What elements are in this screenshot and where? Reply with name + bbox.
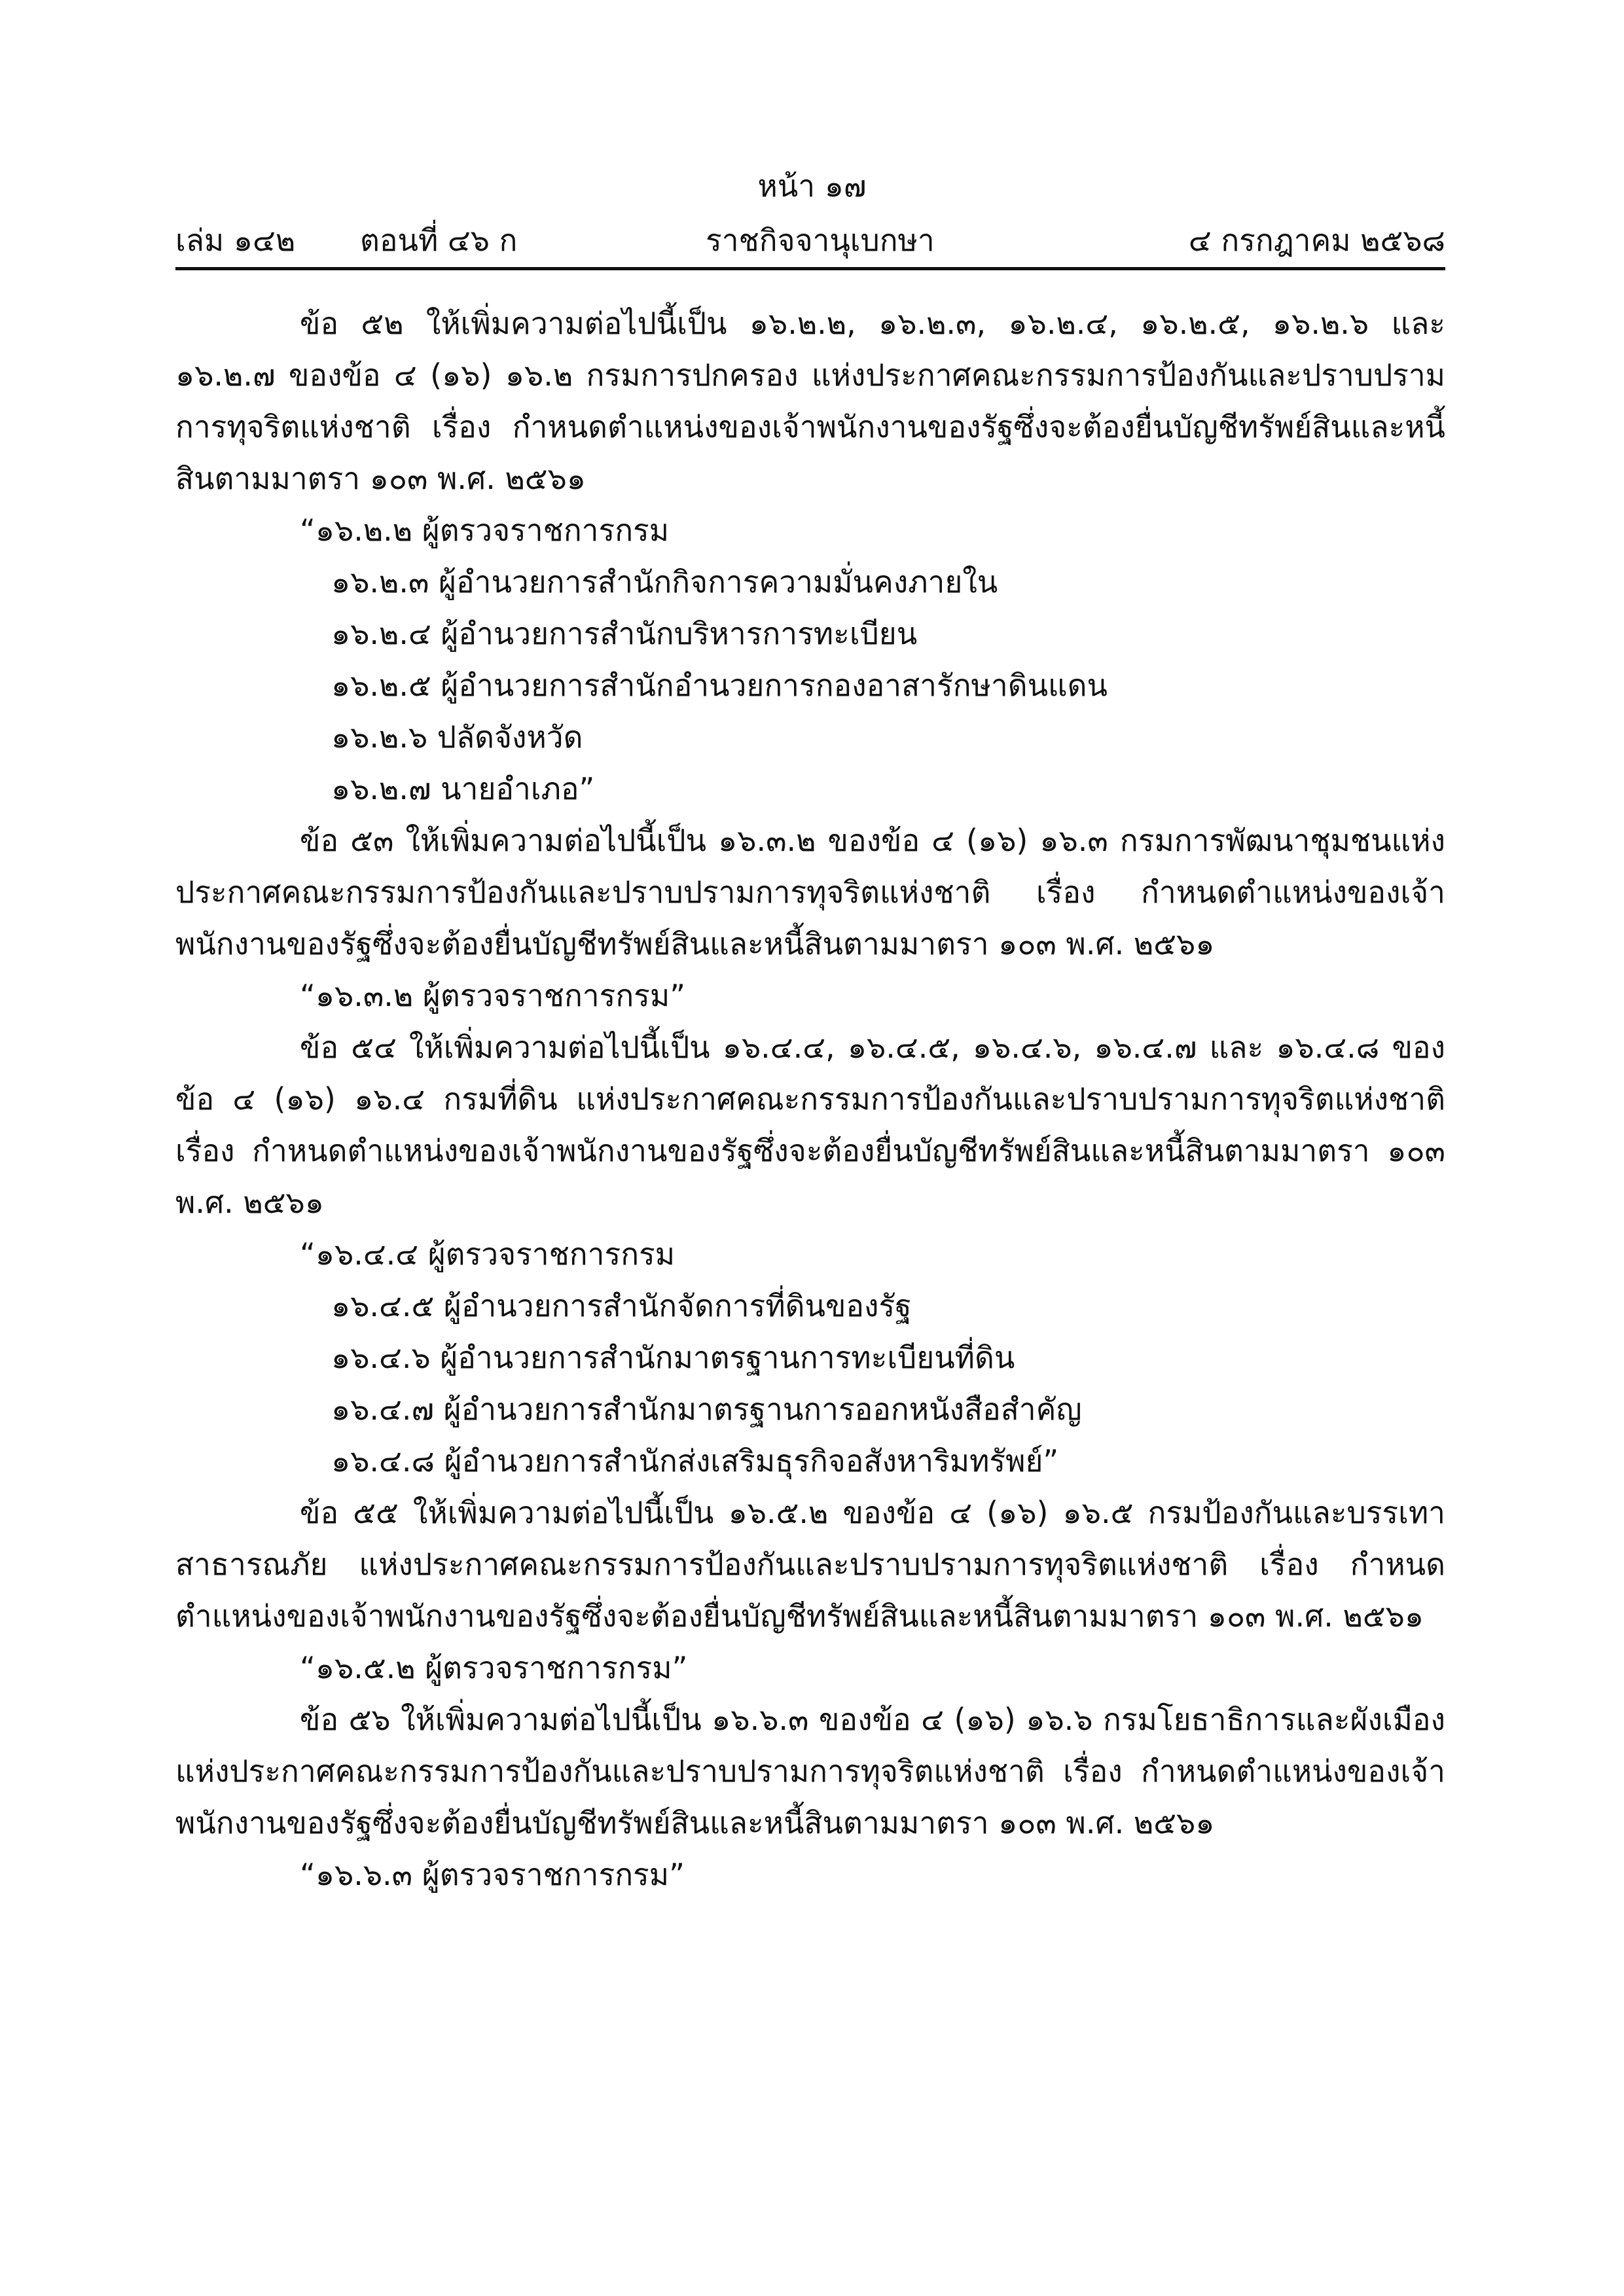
publication-date: ๔ กรกฎาคม ๒๕๖๘ <box>1188 223 1445 258</box>
list-item: ๑๖.๒.๓ ผู้อำนวยการสำนักกิจการความมั่นคงภายใน <box>331 564 998 600</box>
section-52-paragraph: ข้อ ๕๒ ให้เพิ่มความต่อไปนี้เป็น ๑๖.๒.๒, ๑๖.๒.๓, ๑๖.๒.๔, ๑๖.๒.๕, ๑๖.๒.๖ และ ๑๖.๒.๗ ของข้อ ๔ (๑๖) ๑๖.๒ กรมการปกครอง แห่งประกาศคณะกรรมการป้องกันและปราบปรามการทุจริตแห่งชาติ เรื่อง กำหนดตำแหน่งของเจ้าพนักงานของรัฐซึ่งจะต้องยื่นบัญชีทรัพย์สินและหนี้สินตามมาตรา ๑๐๓ พ.ศ. ๒๕๖๑ <box>175 306 1445 496</box>
page-number: หน้า ๑๗ <box>757 168 867 204</box>
section-54-paragraph: ข้อ ๕๔ ให้เพิ่มความต่อไปนี้เป็น ๑๖.๔.๔, ๑๖.๔.๕, ๑๖.๔.๖, ๑๖.๔.๗ และ ๑๖.๔.๘ ของข้อ ๔ (๑๖) ๑๖.๔ กรมที่ดิน แห่งประกาศคณะกรรมการป้องกันและปราบปรามการทุจริตแห่งชาติ เรื่อง กำหนดตำแหน่งของเจ้าพนักงานของรัฐซึ่งจะต้องยื่นบัญชีทรัพย์สินและหนี้สินตามมาตรา ๑๐๓ พ.ศ. ๒๕๖๑ <box>175 1030 1445 1220</box>
list-item: ๑๖.๒.๗ นายอำเภอ” <box>331 771 595 806</box>
volume-label: เล่ม ๑๔๒ <box>175 223 296 258</box>
list-item: ๑๖.๒.๖ ปลัดจังหวัด <box>331 719 583 755</box>
list-item: ๑๖.๒.๕ ผู้อำนวยการสำนักอำนวยการกองอาสารักษาดินแดน <box>331 668 1108 703</box>
list-item: “๑๖.๔.๔ ผู้ตรวจราชการกรม <box>300 1236 676 1272</box>
list-item: ๑๖.๔.๘ ผู้อำนวยการสำนักส่งเสริมธุรกิจอสังหาริมทรัพย์” <box>331 1443 1059 1479</box>
header-divider <box>175 267 1445 270</box>
section-55-paragraph: ข้อ ๕๕ ให้เพิ่มความต่อไปนี้เป็น ๑๖.๕.๒ ของข้อ ๔ (๑๖) ๑๖.๕ กรมป้องกันและบรรเทาสาธารณภัย แห่งประกาศคณะกรรมการป้องกันและปราบปรามการทุจริตแห่งชาติ เรื่อง กำหนดตำแหน่งของเจ้าพนักงานของรัฐซึ่งจะต้องยื่นบัญชีทรัพย์สินและหนี้สินตามมาตรา ๑๐๓ พ.ศ. ๒๕๖๑ <box>175 1495 1445 1634</box>
gazette-header <box>175 217 1445 263</box>
list-item: ๑๖.๒.๔ ผู้อำนวยการสำนักบริหารการทะเบียน <box>331 616 918 651</box>
issue-label: ตอนที่ ๔๖ ก <box>360 223 518 258</box>
gazette-title: ราชกิจจานุเบกษา <box>706 223 935 258</box>
list-item: ๑๖.๔.๖ ผู้อำนวยการสำนักมาตรฐานการทะเบียนที่ดิน <box>331 1340 1015 1375</box>
section-53-paragraph: ข้อ ๕๓ ให้เพิ่มความต่อไปนี้เป็น ๑๖.๓.๒ ของข้อ ๔ (๑๖) ๑๖.๓ กรมการพัฒนาชุมชนแห่งประกาศคณะกรรมการป้องกันและปราบปรามการทุจริตแห่งชาติ เรื่อง กำหนดตำแหน่งของเจ้าพนักงานของรัฐซึ่งจะต้องยื่นบัญชีทรัพย์สินและหนี้สินตามมาตรา ๑๐๓ พ.ศ. ๒๕๖๑ <box>175 823 1445 961</box>
document-body <box>175 298 1445 1901</box>
list-item: “๑๖.๓.๒ ผู้ตรวจราชการกรม” <box>300 978 686 1013</box>
section-56-paragraph: ข้อ ๕๖ ให้เพิ่มความต่อไปนี้เป็น ๑๖.๖.๓ ของข้อ ๔ (๑๖) ๑๖.๖ กรมโยธาธิการและผังเมืองแห่งประกาศคณะกรรมการป้องกันและปราบปรามการทุจริตแห่งชาติ เรื่อง กำหนดตำแหน่งของเจ้าพนักงานของรัฐซึ่งจะต้องยื่นบัญชีทรัพย์สินและหนี้สินตามมาตรา ๑๐๓ พ.ศ. ๒๕๖๑ <box>175 1702 1445 1840</box>
list-item: “๑๖.๕.๒ ผู้ตรวจราชการกรม” <box>300 1650 688 1685</box>
list-item: ๑๖.๔.๗ ผู้อำนวยการสำนักมาตรฐานการออกหนังสือสำคัญ <box>331 1391 1082 1427</box>
list-item: “๑๖.๖.๓ ผู้ตรวจราชการกรม” <box>300 1857 685 1892</box>
list-item: ๑๖.๔.๕ ผู้อำนวยการสำนักจัดการที่ดินของรัฐ <box>331 1288 912 1323</box>
list-item: “๑๖.๒.๒ ผู้ตรวจราชการกรม <box>300 512 670 548</box>
